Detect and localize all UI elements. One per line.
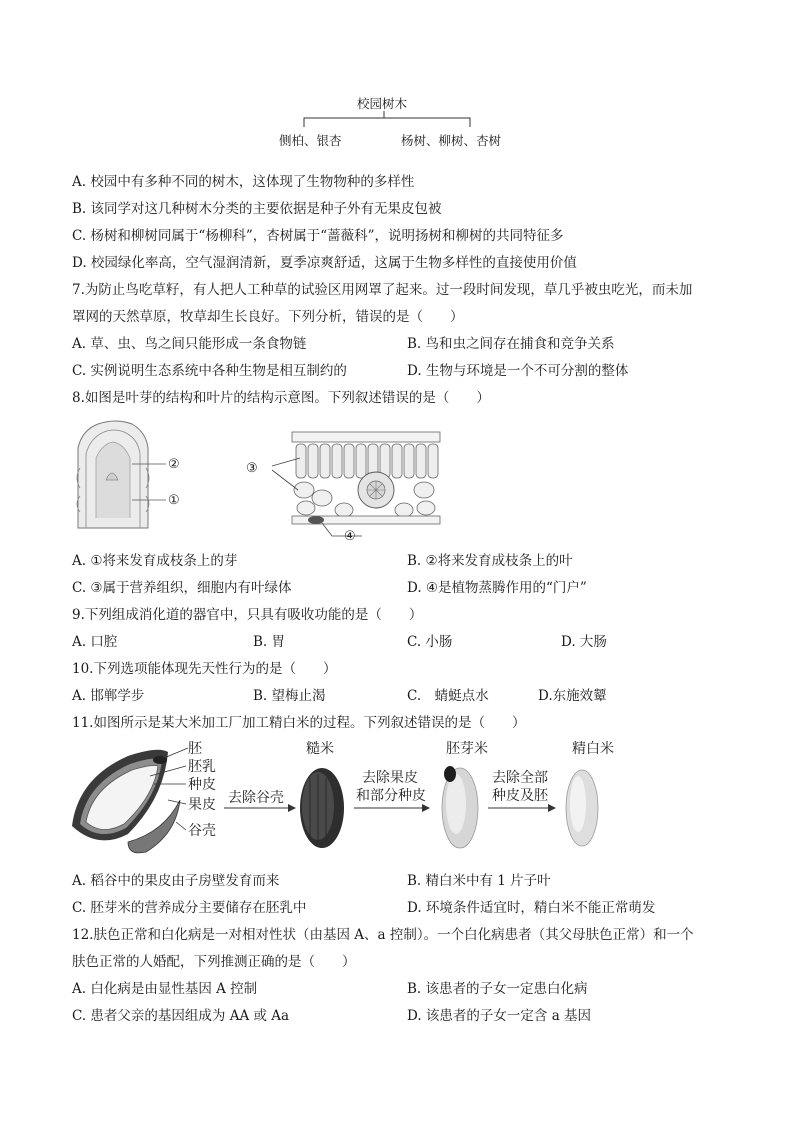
tree-bracket xyxy=(300,111,480,131)
label-one: ① xyxy=(168,493,180,508)
q12-stem-line1: 12.肤色正常和白化病是一对相对性状（由基因 A、a 控制）。一个白化病患者（其父母肤色正常）和一个 xyxy=(72,927,694,943)
q9-option-a: A. 口腔 xyxy=(72,634,118,650)
label-two: ② xyxy=(168,457,180,472)
q11-option-a: A. 稻谷中的果皮由子房壁发育而来 xyxy=(72,873,280,889)
q11-option-b: B. 精白米中有 1 片子叶 xyxy=(407,873,551,889)
q7-option-c: C. 实例说明生态系统中各种生物是相互制约的 xyxy=(72,363,347,379)
q6-option-a: A. 校园中有多种不同的树木，这体现了生物物种的多样性 xyxy=(72,174,415,190)
label-three: ③ xyxy=(246,461,258,476)
q9-option-d: D. 大肠 xyxy=(561,634,607,650)
q9-option-b: B. 胃 xyxy=(253,634,286,650)
q12-option-a: A. 白化病是由显性基因 A 控制 xyxy=(72,981,258,997)
step3-label-line2: 种皮及胚 xyxy=(492,788,548,804)
tree-right: 杨树、柳树、杏树 xyxy=(401,133,502,148)
tree-root: 校园树木 xyxy=(357,96,408,111)
q10-option-c: C. 蜻蜓点水 xyxy=(407,688,489,704)
leaf-bud-figure xyxy=(72,418,202,530)
step3-label-line1: 去除全部 xyxy=(492,770,548,786)
q12-option-c: C. 患者父亲的基因组成为 AA 或 Aa xyxy=(72,1008,290,1024)
q10-stem: 10.下列选项能体现先天性行为的是（ ） xyxy=(72,661,337,677)
part-husk: 谷壳 xyxy=(188,823,216,839)
q11-option-c: C. 胚芽米的营养成分主要储存在胚乳中 xyxy=(72,900,307,916)
part-seed-coat: 种皮 xyxy=(188,777,216,793)
q8-stem: 8.如图是叶芽的结构和叶片的结构示意图。下列叙述错误的是（ ） xyxy=(72,390,490,406)
rice-processing-figure xyxy=(68,738,628,862)
q6-option-d: D. 校园绿化率高，空气湿润清新，夏季凉爽舒适，这属于生物多样性的直接使用价值 xyxy=(72,255,577,271)
q8-option-d: D. ④是植物蒸腾作用的“门户” xyxy=(407,580,587,596)
q7-stem-line1: 7.为防止鸟吃草籽，有人把人工种草的试验区用网罩了起来。过一段时间发现，草几乎被虫吃光，而未加 xyxy=(72,282,693,298)
q10-option-b: B. 望梅止渴 xyxy=(253,688,326,704)
leaf-cross-section-figure xyxy=(244,428,444,540)
part-embryo: 胚 xyxy=(188,741,202,757)
q10-option-a: A. 邯郸学步 xyxy=(72,688,145,704)
q8-option-c: C. ③属于营养组织，细胞内有叶绿体 xyxy=(72,580,292,596)
q6-option-b: B. 该同学对这几种树木分类的主要依据是种子外有无果皮包被 xyxy=(72,201,442,217)
q11-option-d: D. 环境条件适宜时，精白米不能正常萌发 xyxy=(407,900,656,916)
q12-option-b: B. 该患者的子女一定患白化病 xyxy=(407,981,588,997)
q7-option-b: B. 鸟和虫之间存在捕食和竞争关系 xyxy=(407,336,615,352)
q10-option-d: D.东施效颦 xyxy=(538,688,607,704)
label-four: ④ xyxy=(344,529,356,540)
tree-left: 侧柏、银杏 xyxy=(279,133,342,148)
q8-option-b: B. ②将来发育成枝条上的叶 xyxy=(407,553,573,569)
q7-stem-line2: 罩网的天然草原，牧草却生长良好。下列分析，错误的是（ ） xyxy=(72,309,464,325)
q9-stem: 9.下列组成消化道的器官中，只具有吸收功能的是（ ） xyxy=(72,607,423,623)
q11-stem: 11.如图所示是某大米加工厂加工精白米的过程。下列叙述错误的是（ ） xyxy=(72,715,526,731)
q7-option-d: D. 生物与环境是一个不可分割的整体 xyxy=(407,363,629,379)
rice2-label: 胚芽米 xyxy=(446,741,488,757)
rice1-label: 糙米 xyxy=(306,741,334,757)
q12-stem-line2: 肤色正常的人婚配，下列推测正确的是（ ） xyxy=(72,954,356,970)
step2-label-line1: 去除果皮 xyxy=(362,770,418,786)
part-endosperm: 胚乳 xyxy=(188,759,216,775)
q7-option-a: A. 草、虫、鸟之间只能形成一条食物链 xyxy=(72,336,307,352)
q6-option-c: C. 杨树和柳树同属于“杨柳科”，杏树属于“蔷薇科”，说明扬树和柳树的共同特征多 xyxy=(72,228,564,244)
step2-label-line2: 和部分种皮 xyxy=(356,788,426,804)
step1-label: 去除谷壳 xyxy=(228,790,284,806)
q12-option-d: D. 该患者的子女一定含 a 基因 xyxy=(407,1008,592,1024)
q8-option-a: A. ①将来发育成枝条上的芽 xyxy=(72,553,238,569)
grain-diagram xyxy=(72,750,180,853)
rice3-label: 精白米 xyxy=(572,741,614,757)
q9-option-c: C. 小肠 xyxy=(407,634,453,650)
part-pericarp: 果皮 xyxy=(188,797,216,813)
